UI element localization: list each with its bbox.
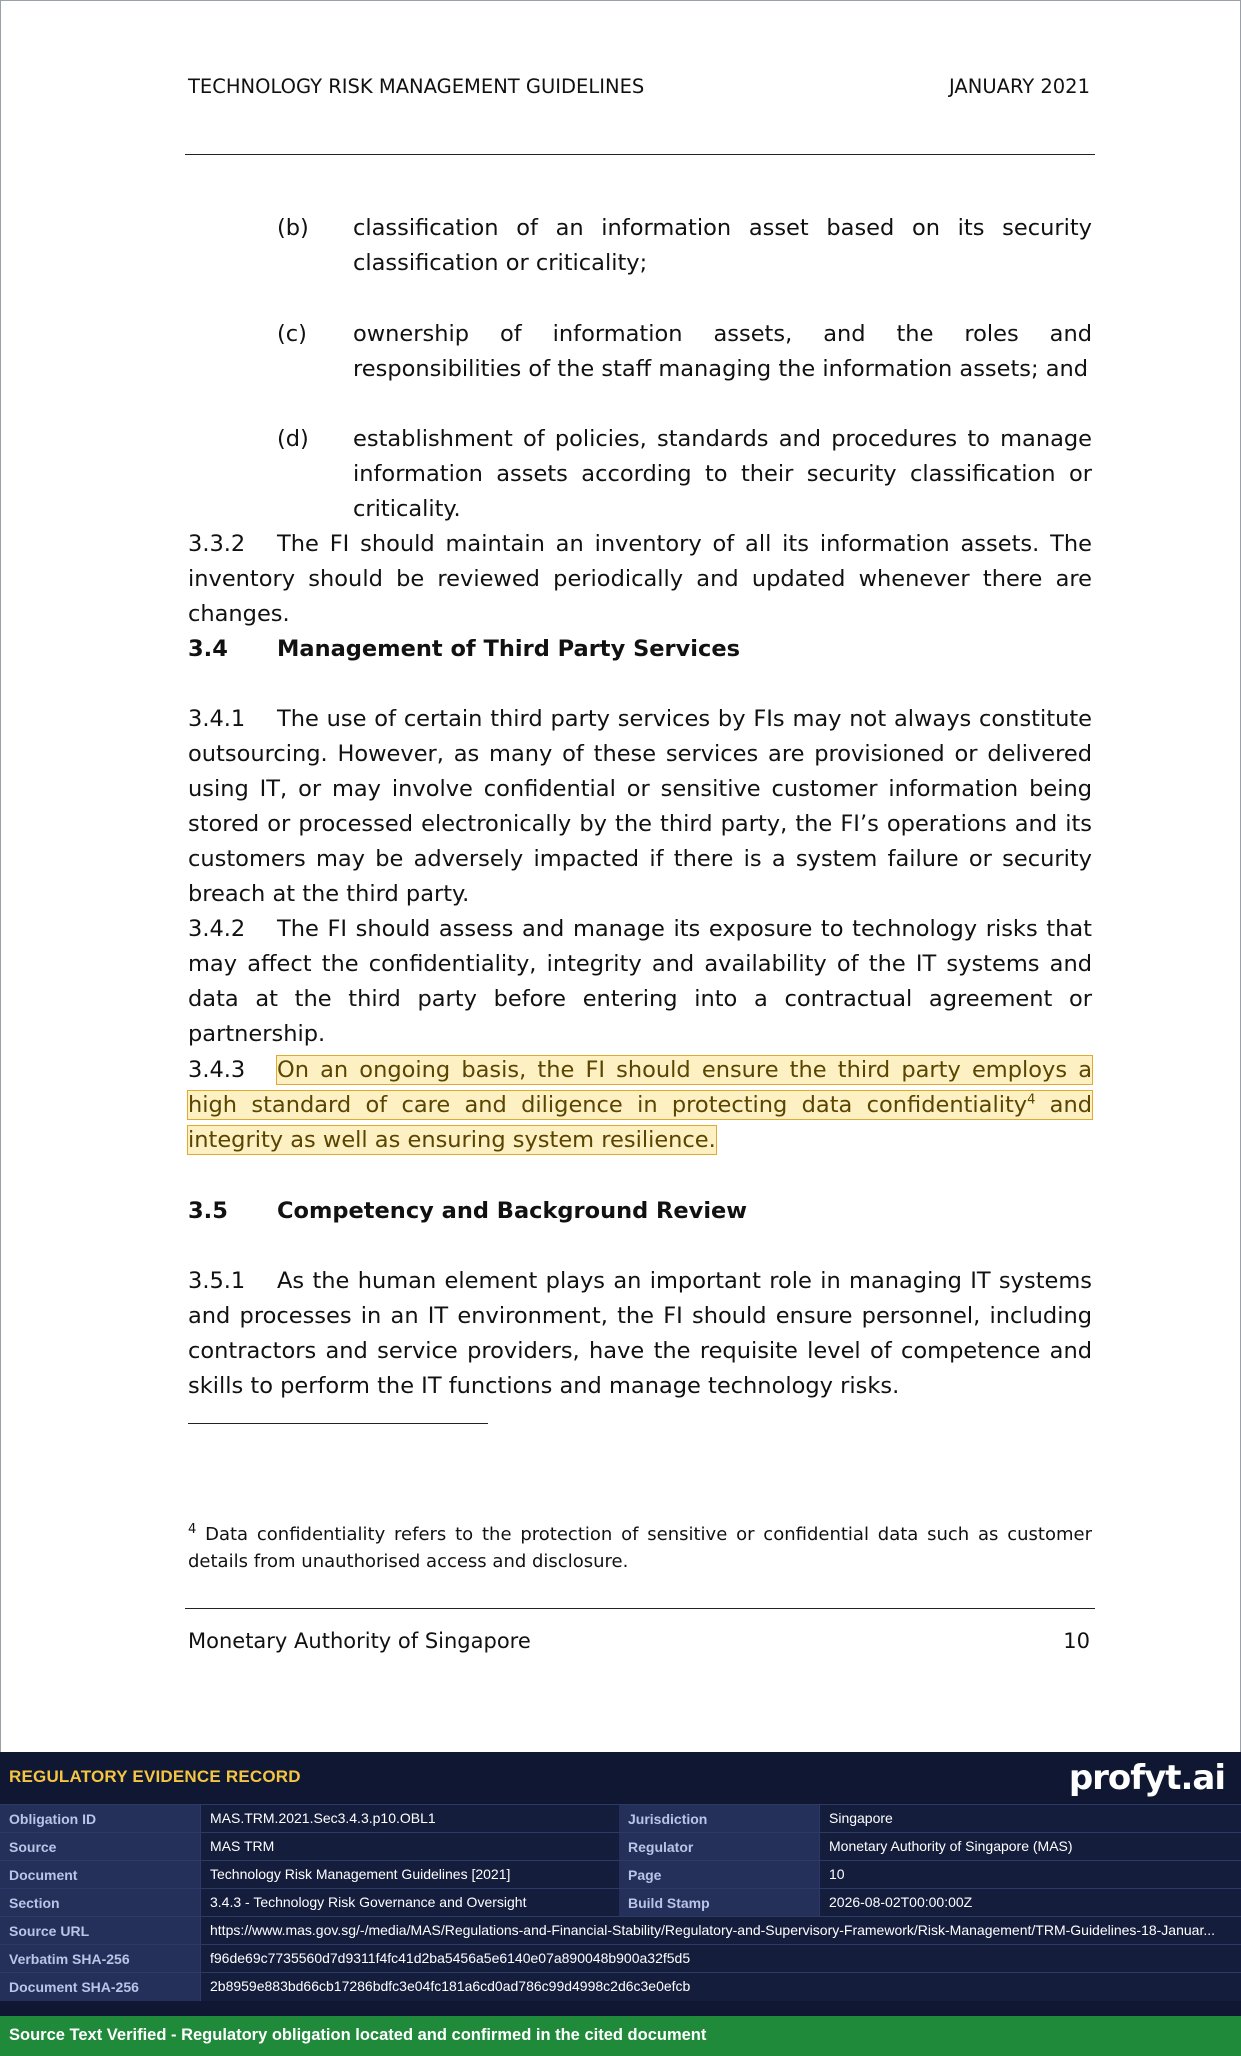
field-label: Section xyxy=(0,1889,200,1917)
verification-status-banner: Source Text Verified - Regulatory obligation located and confirmed in the cited document xyxy=(0,2016,1241,2056)
paragraph-text: The FI should maintain an inventory of all its information assets. The inventory should be reviewed periodically and updated whenever there are changes. xyxy=(188,531,1092,627)
paragraph-number: 3.4.1 xyxy=(188,706,246,732)
regulator-value: Monetary Authority of Singapore (MAS) xyxy=(819,1833,1241,1861)
jurisdiction-value: Singapore xyxy=(819,1805,1241,1833)
footer-organization: Monetary Authority of Singapore xyxy=(188,1629,531,1653)
section-heading-3-5 xyxy=(188,1194,1092,1229)
list-item-label: (d) xyxy=(277,426,309,452)
table-row xyxy=(0,1944,1241,1973)
field-label: Document xyxy=(0,1861,200,1889)
footnote-number: 4 xyxy=(188,1522,197,1537)
footnote-rule xyxy=(188,1423,488,1424)
field-label: Obligation ID xyxy=(0,1805,200,1833)
table-row xyxy=(0,1916,1241,1945)
table-row xyxy=(0,1888,1241,1917)
section-title: Competency and Background Review xyxy=(277,1198,748,1224)
field-label: Build Stamp xyxy=(619,1889,819,1917)
document-sha-value: 2b8959e883bd66cb17286bdfc3e04fc181a6cd0ad786c99d4998c2d6c3e0efcb xyxy=(200,1973,1241,2001)
record-title: REGULATORY EVIDENCE RECORD xyxy=(9,1767,301,1786)
paragraph-text: The use of certain third party services by FIs may not always constitute outsourcing. However, as many of these services are provisioned or delivered using IT, or may involve confidential or sensitive customer information being stored or processed electronically by the third party, the FI’s operations and its customers may be adversely impacted if there is a system failure or security breach at the third party. xyxy=(188,706,1092,907)
paragraph-3-3-2 xyxy=(188,527,1092,632)
source-url-link[interactable]: https://www.mas.gov.sg/-/media/MAS/Regulations-and-Financial-Stability/Regulatory-and-Supervisory-Framework/Risk-Management/TRM-Guidelines-18-Januar... xyxy=(200,1917,1241,1945)
footer-page-number: 10 xyxy=(1063,1629,1090,1653)
field-label: Source URL xyxy=(0,1917,200,1945)
header-rule xyxy=(185,154,1095,155)
evidence-record-panel xyxy=(0,1752,1241,2056)
field-label: Page xyxy=(619,1861,819,1889)
header-date: JANUARY 2021 xyxy=(949,75,1090,98)
section-heading-3-4 xyxy=(188,632,1092,667)
footnote xyxy=(188,1521,1092,1575)
table-row xyxy=(0,1972,1241,2001)
list-item-text: establishment of policies, standards and procedures to manage information assets according to their security classification or criticality. xyxy=(353,426,1092,522)
table-row xyxy=(0,1832,1241,1861)
paragraph-3-4-1 xyxy=(188,702,1092,912)
field-label: Jurisdiction xyxy=(619,1805,819,1833)
list-item-label: (b) xyxy=(277,215,309,241)
footnote-text: Data confidentiality refers to the protection of sensitive or confidential data such as customer details from unauthorised access and disclosure. xyxy=(188,1524,1092,1572)
field-label: Source xyxy=(0,1833,200,1861)
source-value: MAS TRM xyxy=(200,1833,619,1861)
verbatim-sha-value: f96de69c7735560d7d9311f4fc41d2ba5456a5e6140e07a890048b900a32f5d5 xyxy=(200,1945,1241,1973)
highlighted-text-part: and integrity as well as ensuring system resilience. xyxy=(188,1092,1093,1153)
section-value: 3.4.3 - Technology Risk Governance and Oversight xyxy=(200,1889,619,1917)
document-value: Technology Risk Management Guidelines [2021] xyxy=(200,1861,619,1889)
paragraph-3-4-3 xyxy=(188,1053,1092,1158)
paragraph-3-5-1 xyxy=(188,1264,1092,1404)
list-item-text: classification of an information asset based on its security classification or criticality; xyxy=(353,215,1092,276)
section-number: 3.5 xyxy=(188,1198,228,1224)
paragraph-text: As the human element plays an important role in managing IT systems and processes in an IT environment, the FI should ensure personnel, including contractors and service providers, have the requisite level of competence and skills to perform the IT functions and manage technology risks. xyxy=(188,1268,1092,1399)
paragraph-number: 3.5.1 xyxy=(188,1268,246,1294)
section-title: Management of Third Party Services xyxy=(277,636,740,662)
list-item-text: ownership of information assets, and the roles and responsibilities of the staff managing the information assets; and xyxy=(353,321,1092,382)
table-row xyxy=(0,1804,1241,1833)
highlighted-text-part: On an ongoing basis, the FI should ensure the third party employs a high standard of care and diligence in protecting data confidentiality xyxy=(188,1057,1092,1118)
page-value: 10 xyxy=(819,1861,1241,1889)
header-title: TECHNOLOGY RISK MANAGEMENT GUIDELINES xyxy=(188,75,645,98)
footnote-reference[interactable]: 4 xyxy=(1027,1092,1036,1108)
field-label: Verbatim SHA-256 xyxy=(0,1945,200,1973)
section-number: 3.4 xyxy=(188,636,228,662)
paragraph-text: The FI should assess and manage its exposure to technology risks that may affect the confidentiality, integrity and availability of the IT systems and data at the third party before entering into a contractual agreement or partnership. xyxy=(188,916,1092,1047)
build-stamp-value: 2026-08-02T00:00:00Z xyxy=(819,1889,1241,1917)
list-item-label: (c) xyxy=(277,321,307,347)
brand-logo: profyt.ai xyxy=(1068,1758,1225,1798)
footer-rule xyxy=(185,1608,1095,1609)
table-row xyxy=(0,1860,1241,1889)
paragraph-number: 3.4.2 xyxy=(188,916,246,942)
field-label: Document SHA-256 xyxy=(0,1973,200,2001)
highlighted-obligation-text xyxy=(188,1056,1092,1154)
paragraph-number: 3.3.2 xyxy=(188,531,246,557)
paragraph-number: 3.4.3 xyxy=(188,1057,246,1083)
paragraph-3-4-2 xyxy=(188,912,1092,1052)
obligation-id-value: MAS.TRM.2021.Sec3.4.3.p10.OBL1 xyxy=(200,1805,619,1833)
field-label: Regulator xyxy=(619,1833,819,1861)
